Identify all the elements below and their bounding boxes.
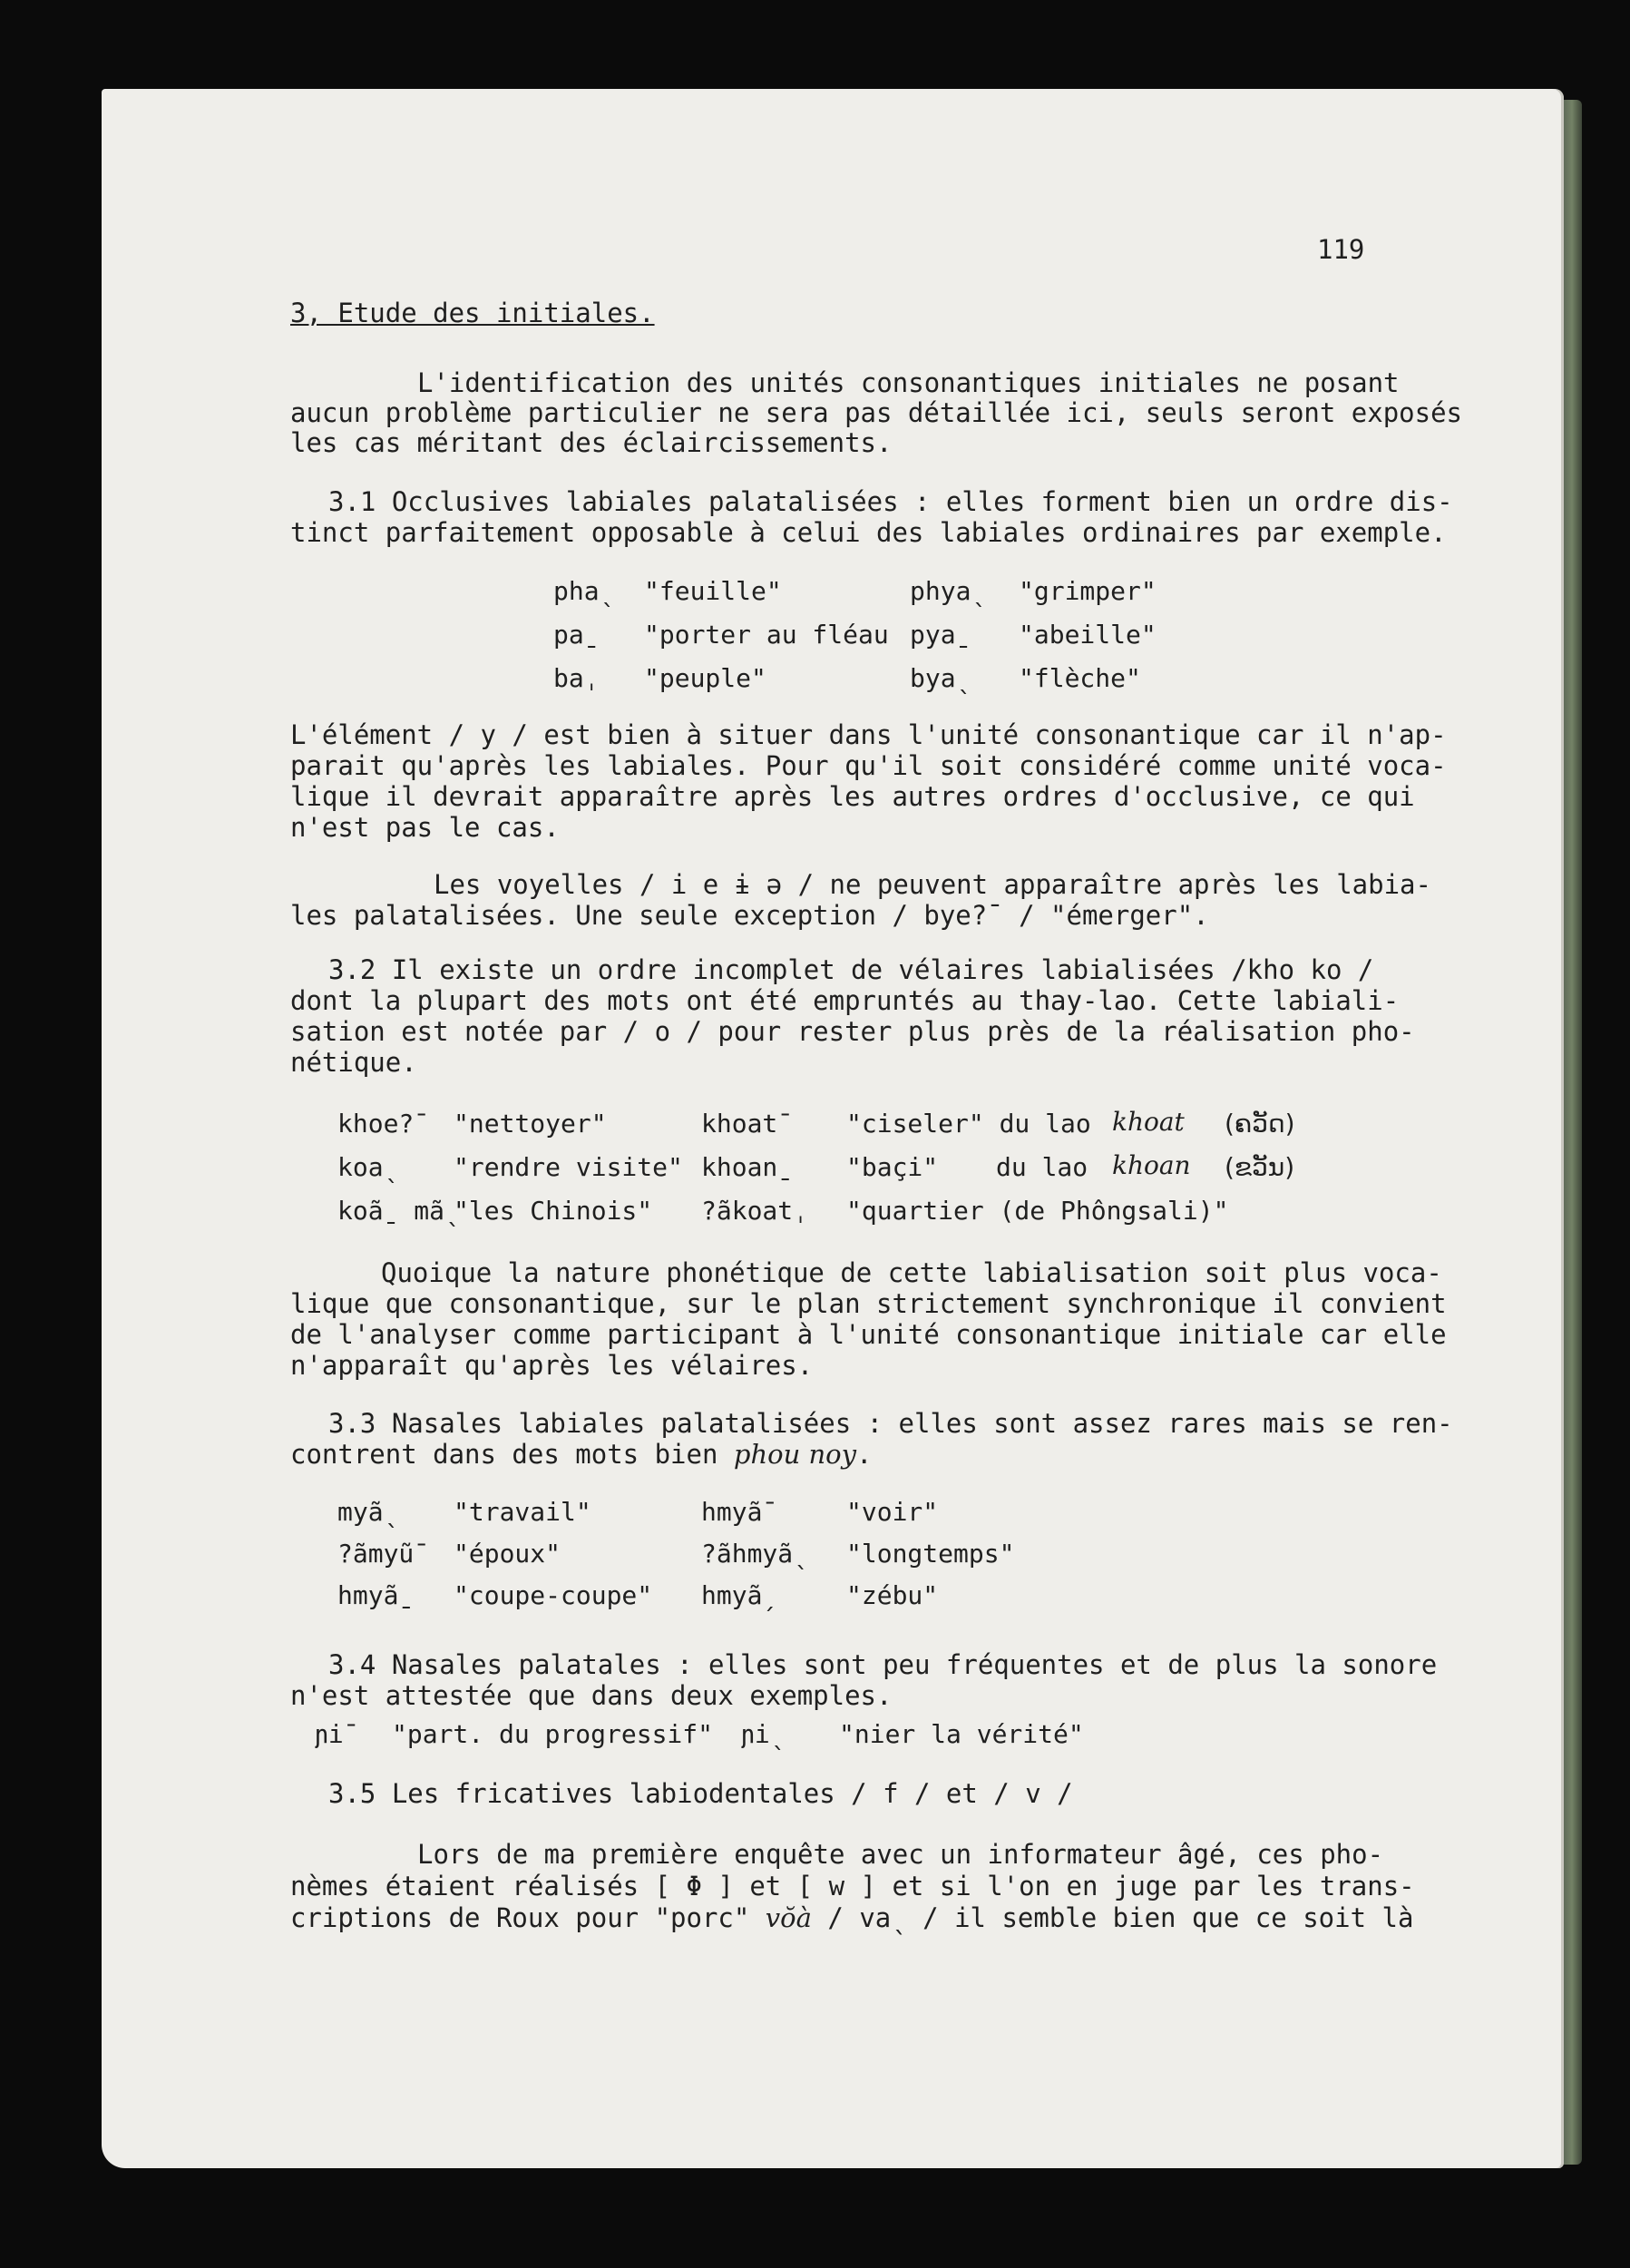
example-word: ?ãmyũˉ — [337, 1539, 430, 1569]
paragraph-line: lique que consonantique, sur le plan strictement synchronique il convient — [290, 1288, 1447, 1319]
section-3-2-line: nétique. — [290, 1047, 417, 1078]
paragraph-line: Quoique la nature phonétique de cette labialisation soit plus voca- — [381, 1257, 1442, 1288]
example-gloss: "abeille" — [1019, 620, 1157, 650]
example-gloss: "zébu" — [846, 1580, 939, 1610]
paragraph-line: Les voyelles / i e ɨ ə / ne peuvent apparaître après les labia- — [434, 869, 1431, 900]
section-3-3-line: contrent dans des mots bien phou noy. — [290, 1439, 873, 1470]
example-gloss: "nier la vérité" — [839, 1719, 1084, 1749]
section-3-1-line: tinct parfaitement opposable à celui des labiales ordinaires par exemple. — [290, 517, 1447, 548]
example-gloss: "peuple" — [644, 663, 766, 693]
example-word: byaˎ — [910, 663, 971, 693]
lao-word: khoan — [1112, 1150, 1191, 1180]
section-3-1-line: 3.1 Occlusives labiales palatalisées : elles forment bien un ordre dis- — [328, 486, 1453, 517]
example-word: koaˎ — [337, 1152, 399, 1182]
section-3-4-line: n'est attestée que dans deux exemples. — [290, 1680, 893, 1711]
example-gloss: "longtemps" — [846, 1539, 1015, 1569]
paragraph-line: de l'analyser comme participant à l'unité consonantique initiale car elle — [290, 1319, 1447, 1350]
example-gloss: "rendre visite" — [454, 1152, 683, 1182]
paragraph-line: lique il devrait apparaître après les autres ordres d'occlusive, ce qui — [290, 781, 1415, 812]
example-gloss: "grimper" — [1019, 576, 1157, 606]
example-gloss: "voir" — [846, 1497, 939, 1527]
lao-script: (ຄວັດ) — [1225, 1109, 1295, 1139]
lao-script: (ຂວັນ) — [1225, 1152, 1295, 1182]
paragraph-line: parait qu'après les labiales. Pour qu'il soit considéré comme unité voca- — [290, 750, 1447, 781]
example-gloss: du lao — [996, 1152, 1088, 1182]
paragraph-line: n'est pas le cas. — [290, 812, 560, 843]
intro-line: aucun problème particulier ne sera pas détaillée ici, seuls seront exposés — [290, 397, 1463, 428]
example-gloss: "part. du progressif" — [392, 1719, 714, 1749]
paragraph-line: criptions de Roux pour "porc" vŏà / vaˎ / il semble bien que ce soit là — [290, 1902, 1414, 1933]
paragraph-line: n'apparaît qu'après les vélaires. — [290, 1350, 814, 1381]
section-3-2-line: sation est notée par / o / pour rester plus près de la réalisation pho- — [290, 1016, 1415, 1047]
paragraph-line: nèmes étaient réalisés [ Φ ] et [ w ] et si l'on en juge par les trans- — [290, 1871, 1415, 1901]
paragraph-line: L'élément / y / est bien à situer dans l'unité consonantique car il n'ap- — [290, 719, 1447, 750]
paragraph-line: Lors de ma première enquête avec un informateur âgé, ces pho- — [417, 1839, 1384, 1870]
example-gloss: "coupe-coupe" — [454, 1580, 653, 1610]
example-word: myãˎ — [337, 1497, 399, 1527]
paragraph-line: les palatalisées. Une seule exception / bye?ˉ / "émerger". — [290, 900, 1209, 931]
example-gloss: "ciseler" du lao — [846, 1109, 1091, 1139]
example-word: pyaˍ — [910, 620, 971, 650]
example-word: khoatˉ — [701, 1109, 794, 1139]
example-word: khoanˍ — [701, 1152, 794, 1182]
example-word: hmyãˉ — [701, 1497, 778, 1527]
section-3-3-line: 3.3 Nasales labiales palatalisées : elles sont assez rares mais se ren- — [328, 1408, 1453, 1439]
example-word: baˌ — [553, 663, 600, 693]
intro-line: L'identification des unités consonantiques initiales ne posant — [417, 367, 1400, 398]
section-3-2-line: 3.2 Il existe un ordre incomplet de vélaires labialisées /kho ko / — [328, 954, 1374, 985]
example-word: hmyãˏ — [701, 1580, 778, 1610]
example-word: ?ãhmyãˎ — [701, 1539, 809, 1569]
example-gloss: "porter au fléau — [644, 620, 889, 650]
example-word: khoe?ˉ — [337, 1109, 430, 1139]
section-3-5-title: 3.5 Les fricatives labiodentales / f / et / v / — [328, 1778, 1073, 1809]
intro-line: les cas méritant des éclaircissements. — [290, 427, 893, 458]
section-3-2-line: dont la plupart des mots ont été empruntés au thay-lao. Cette labiali- — [290, 985, 1400, 1016]
section-3-4-line: 3.4 Nasales palatales : elles sont peu fréquentes et de plus la sonore — [328, 1649, 1438, 1680]
example-word: ɲiˎ — [739, 1719, 786, 1749]
example-gloss: "baçi" — [846, 1152, 939, 1182]
example-gloss: "travail" — [454, 1497, 591, 1527]
example-word: phyaˎ — [910, 576, 987, 606]
phou-noy-italic: phou noy — [733, 1439, 856, 1470]
example-word: paˍ — [553, 620, 600, 650]
example-gloss: "nettoyer" — [454, 1109, 607, 1139]
example-word: hmyãˍ — [337, 1580, 415, 1610]
example-word: ?ãkoatˌ — [701, 1196, 809, 1226]
example-word: koãˍ mãˎ — [337, 1196, 460, 1226]
roux-transcription: vŏà — [765, 1902, 812, 1933]
example-gloss: "quartier (de Phôngsali)" — [846, 1196, 1229, 1226]
example-gloss: "époux" — [454, 1539, 561, 1569]
section-title: 3, Etude des initiales. — [290, 298, 655, 328]
example-gloss: "flèche" — [1019, 663, 1141, 693]
example-gloss: "les Chinois" — [454, 1196, 653, 1226]
page-number: 119 — [1317, 234, 1365, 265]
page-edge — [1564, 100, 1582, 2165]
example-gloss: "feuille" — [644, 576, 782, 606]
lao-word: khoat — [1112, 1107, 1185, 1137]
example-word: ɲiˉ — [313, 1719, 359, 1749]
example-word: phaˎ — [553, 576, 615, 606]
